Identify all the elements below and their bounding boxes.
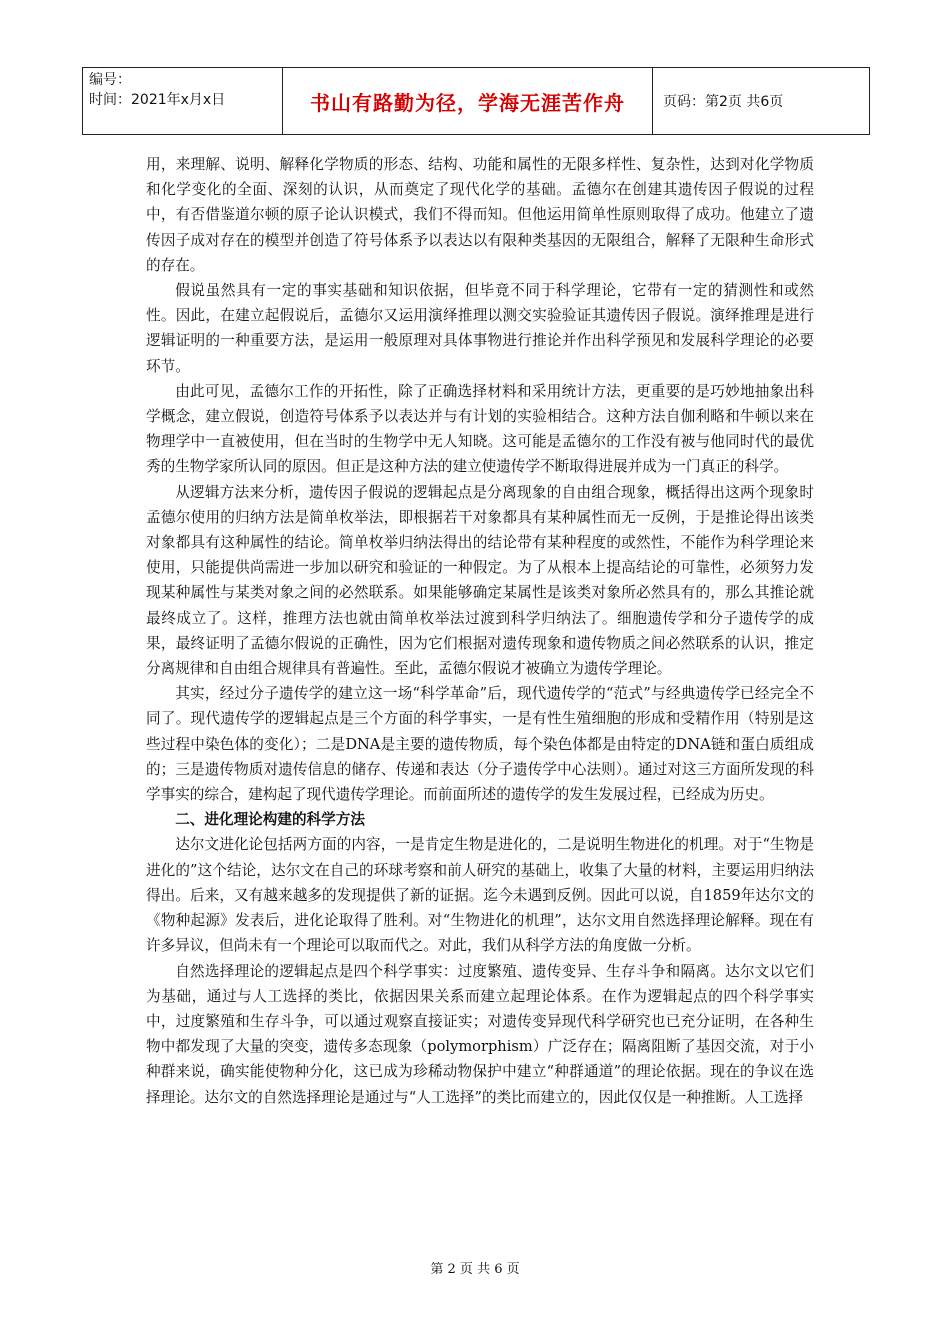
paragraph: 由此可见，孟德尔工作的开拓性，除了正确选择材料和采用统计方法，更重要的是巧妙地抽象出科学概念，建立假说，创造符号体系予以表达并与有计划的实验相结合。这种方法自伽利略和牛顿以来在物理学中一直被使用，但在当时的生物学中无人知晓。这可能是孟德尔的工作没有被与他同时代的最优秀的生物学家所认同的原因。但正是这种方法的建立使遗传学不断取得进展并成为一门真正的科学。 [146, 382, 814, 476]
page-footer [0, 1258, 950, 1277]
paragraph: 其实，经过分子遗传学的建立这一场“科学革命”后，现代遗传学的“范式”与经典遗传学已经完全不同了。现代遗传学的逻辑起点是三个方面的科学事实，一是有性生殖细胞的形成和受精作用（特别是这些过程中染色体的变化）；二是DNA是主要的遗传物质，每个染色体都是由特定的DNA链和蛋白质组成的；三是遗传物质对遗传信息的储存、传递和表达（分子遗传学中心法则）。通过对这三方面所发现的科学事实的综合，建构起了现代遗传学理论。而前面所述的遗传学的发生发展过程，已经成为历史。 [146, 685, 814, 804]
footer-page-number: 第 2 页 共 6 页 [430, 1262, 520, 1277]
section-heading: 二、进化理论构建的科学方法 [175, 811, 365, 829]
paragraph: 假说虽然具有一定的事实基础和知识依据，但毕竟不同于科学理论，它带有一定的猜测性和或然性。因此，在建立起假说后，孟德尔又运用演绎推理以测交实验验证其遗传因子假说。演绎推理是进行逻辑证明的一种重要方法，是运用一般原理对具体事物进行推论并作出科学预见和发展科学理论的必要环节。 [146, 282, 814, 375]
document-body [146, 152, 814, 1110]
number-label: 编号： [89, 72, 131, 88]
time-label: 时间：2021年x月x日 [89, 92, 226, 108]
paragraph: 自然选择理论的逻辑起点是四个科学事实：过度繁殖、遗传变异、生存斗争和隔离。达尔文以它们为基础，通过与人工选择的类比，依据因果关系而建立起理论体系。在作为逻辑起点的四个科学事实中，过度繁殖和生存斗争，可以通过观察直接证实；对遗传变异现代科学研究也已充分证明，在各种生物中都发现了大量的突变，遗传多态现象（polymorphism）广泛存在；隔离阻断了基因交流，对于小种群来说，确实能使物种分化，这已成为珍稀动物保护中建立“种群通道”的理论依据。现在的争议在选择理论。达尔文的自然选择理论是通过与“人工选择”的类比而建立的，因此仅仅是一种推断。人工选择 [146, 962, 814, 1106]
header-page-cell [653, 68, 869, 134]
header-motto-cell [283, 68, 653, 134]
document-header [82, 67, 870, 135]
header-meta [83, 68, 283, 134]
paragraph: 从逻辑方法来分析，遗传因子假说的逻辑起点是分离现象的自由组合现象，概括得出这两个现象时孟德尔使用的归纳方法是简单枚举法，即根据若干对象都具有某种属性而无一反例，于是推论得出该类对象都具有这种属性的结论。简单枚举归纳法得出的结论带有某种程度的或然性，不能作为科学理论来使用，只能提供尚需进一步加以研究和验证的一种假定。为了从根本上提高结论的可靠性，必须努力发现某种属性与某类对象之间的必然联系。如果能够确定某属性是该类对象所必然具有的，那么其推论就最终成立了。这样，推理方法也就由简单枚举法过渡到科学归纳法了。细胞遗传学和分子遗传学的成果，最终证明了孟德尔假说的正确性，因为它们根据对遗传现象和遗传物质之间必然联系的认识，推定分离规律和自由组合规律具有普遍性。至此，孟德尔假说才被确立为遗传学理论。 [146, 483, 814, 678]
motto-text: 书山有路勤为径，学海无涯苦作舟 [310, 90, 625, 115]
paragraph: 用，来理解、说明、解释化学物质的形态、结构、功能和属性的无限多样性、复杂性，达到对化学物质和化学变化的全面、深刻的认识，从而奠定了现代化学的基础。孟德尔在创建其遗传因子假说的过程中，有否借鉴道尔顿的原子论认识模式，我们不得而知。但他运用简单性原则取得了成功。他建立了遗传因子成对存在的模型并创造了符号体系予以表达以有限种类基因的无限组合，解释了无限种生命形式的存在。 [146, 156, 814, 274]
page-label: 页码：第2页 共6页 [663, 94, 784, 110]
paragraph: 达尔文进化论包括两方面的内容，一是肯定生物是进化的，二是说明生物进化的机理。对于“生物是进化的”这个结论，达尔文在自己的环球考察和前人研究的基础上，收集了大量的材料，主要运用归纳法得出。后来，又有越来越多的发现提供了新的证据。迄今未遇到反例。因此可以说，自1859年达尔文的《物种起源》发表后，进化论取得了胜利。对“生物进化的机理”，达尔文用自然选择理论解释。现在有许多异议，但尚未有一个理论可以取而代之。对此，我们从科学方法的角度做一分析。 [146, 836, 814, 955]
